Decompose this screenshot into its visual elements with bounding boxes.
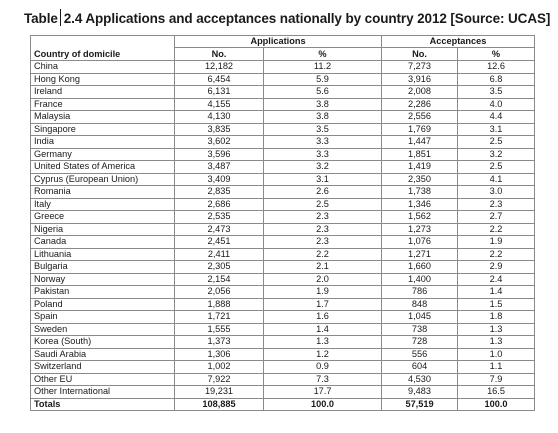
table-row xyxy=(31,361,535,374)
cell-applications-pct: 1.9 xyxy=(264,286,382,299)
cell-country: Greece xyxy=(31,211,175,224)
table-body xyxy=(31,61,535,399)
cell-acceptances-no: 848 xyxy=(382,298,458,311)
cell-applications-no: 19,231 xyxy=(175,386,264,399)
table-row xyxy=(31,348,535,361)
cell-applications-no: 7,922 xyxy=(175,373,264,386)
table-label: Table xyxy=(24,11,58,26)
cell-applications-pct: 3.8 xyxy=(264,98,382,111)
cell-country: China xyxy=(31,61,175,74)
column-header-acceptances-no: No. xyxy=(382,48,458,61)
cell-acceptances-pct: 2.4 xyxy=(458,273,535,286)
cell-applications-pct: 3.2 xyxy=(264,161,382,174)
cell-acceptances-pct: 6.8 xyxy=(458,73,535,86)
cell-acceptances-pct: 3.1 xyxy=(458,123,535,136)
cell-acceptances-pct: 2.2 xyxy=(458,223,535,236)
table-row xyxy=(31,311,535,324)
cell-acceptances-pct: 1.4 xyxy=(458,286,535,299)
cell-applications-pct: 1.6 xyxy=(264,311,382,324)
cell-acceptances-pct: 1.3 xyxy=(458,323,535,336)
cell-acceptances-no: 1,273 xyxy=(382,223,458,236)
table-row xyxy=(31,211,535,224)
cell-country: Korea (South) xyxy=(31,336,175,349)
cell-country: Saudi Arabia xyxy=(31,348,175,361)
cell-country: India xyxy=(31,136,175,149)
cell-acceptances-pct: 4.0 xyxy=(458,98,535,111)
cell-applications-pct: 11.2 xyxy=(264,61,382,74)
table-row xyxy=(31,148,535,161)
cell-applications-no: 1,306 xyxy=(175,348,264,361)
cell-country: Poland xyxy=(31,298,175,311)
cell-country: Other International xyxy=(31,386,175,399)
table-row xyxy=(31,111,535,124)
cell-acceptances-pct: 1.0 xyxy=(458,348,535,361)
cell-applications-no: 2,835 xyxy=(175,186,264,199)
cell-applications-pct: 3.5 xyxy=(264,123,382,136)
cell-acceptances-pct: 7.9 xyxy=(458,373,535,386)
totals-acceptances-pct: 100.0 xyxy=(458,398,535,411)
table-row xyxy=(31,248,535,261)
cell-acceptances-no: 1,346 xyxy=(382,198,458,211)
group-header-applications: Applications xyxy=(175,36,382,48)
table-row xyxy=(31,173,535,186)
column-header-applications-no: No. xyxy=(175,48,264,61)
cell-applications-no: 6,454 xyxy=(175,73,264,86)
cell-acceptances-pct: 1.8 xyxy=(458,311,535,324)
cell-applications-no: 3,409 xyxy=(175,173,264,186)
cell-country: Switzerland xyxy=(31,361,175,374)
cell-acceptances-pct: 4.4 xyxy=(458,111,535,124)
table-row xyxy=(31,61,535,74)
cell-acceptances-pct: 1.5 xyxy=(458,298,535,311)
group-header-acceptances: Acceptances xyxy=(382,36,535,48)
table-row xyxy=(31,73,535,86)
table-row xyxy=(31,98,535,111)
cell-applications-pct: 1.4 xyxy=(264,323,382,336)
totals-applications-no: 108,885 xyxy=(175,398,264,411)
column-header-acceptances-pct: % xyxy=(458,48,535,61)
cell-applications-pct: 1.2 xyxy=(264,348,382,361)
cell-applications-pct: 5.9 xyxy=(264,73,382,86)
table-row xyxy=(31,323,535,336)
cell-acceptances-pct: 3.0 xyxy=(458,186,535,199)
cell-applications-no: 3,487 xyxy=(175,161,264,174)
cell-applications-no: 4,130 xyxy=(175,111,264,124)
cell-country: Spain xyxy=(31,311,175,324)
cell-acceptances-no: 7,273 xyxy=(382,61,458,74)
totals-applications-pct: 100.0 xyxy=(264,398,382,411)
cell-applications-no: 2,154 xyxy=(175,273,264,286)
cell-acceptances-no: 1,738 xyxy=(382,186,458,199)
table-row xyxy=(31,298,535,311)
cell-applications-pct: 2.2 xyxy=(264,248,382,261)
table-row xyxy=(31,223,535,236)
cell-acceptances-pct: 12.6 xyxy=(458,61,535,74)
cell-acceptances-pct: 2.5 xyxy=(458,136,535,149)
cell-acceptances-no: 2,286 xyxy=(382,98,458,111)
cell-acceptances-no: 2,556 xyxy=(382,111,458,124)
cell-applications-no: 12,182 xyxy=(175,61,264,74)
table-row xyxy=(31,236,535,249)
table-caption: Applications and acceptances nationally by country 2012 [Source: UCAS] xyxy=(85,11,551,26)
cell-acceptances-no: 2,008 xyxy=(382,86,458,99)
cell-acceptances-pct: 16.5 xyxy=(458,386,535,399)
cell-country: Pakistan xyxy=(31,286,175,299)
cell-applications-pct: 1.7 xyxy=(264,298,382,311)
cell-applications-pct: 3.8 xyxy=(264,111,382,124)
table-row xyxy=(31,186,535,199)
cell-acceptances-no: 2,350 xyxy=(382,173,458,186)
cell-acceptances-no: 1,271 xyxy=(382,248,458,261)
cell-acceptances-no: 9,483 xyxy=(382,386,458,399)
cell-acceptances-pct: 2.9 xyxy=(458,261,535,274)
cell-acceptances-pct: 1.9 xyxy=(458,236,535,249)
cell-applications-no: 6,131 xyxy=(175,86,264,99)
applications-acceptances-table xyxy=(30,35,535,411)
cell-applications-pct: 3.3 xyxy=(264,148,382,161)
cell-applications-pct: 1.3 xyxy=(264,336,382,349)
table-title xyxy=(24,9,550,27)
cell-country: Hong Kong xyxy=(31,73,175,86)
cell-country: Singapore xyxy=(31,123,175,136)
cell-acceptances-no: 1,447 xyxy=(382,136,458,149)
cell-applications-no: 1,373 xyxy=(175,336,264,349)
table-row xyxy=(31,336,535,349)
cell-acceptances-no: 1,769 xyxy=(382,123,458,136)
cell-applications-no: 2,686 xyxy=(175,198,264,211)
cell-acceptances-no: 556 xyxy=(382,348,458,361)
table-row xyxy=(31,373,535,386)
cell-acceptances-no: 3,916 xyxy=(382,73,458,86)
cell-country: Nigeria xyxy=(31,223,175,236)
cell-acceptances-pct: 3.2 xyxy=(458,148,535,161)
cell-country: Canada xyxy=(31,236,175,249)
cell-acceptances-pct: 4.1 xyxy=(458,173,535,186)
table-row xyxy=(31,261,535,274)
cell-country: Other EU xyxy=(31,373,175,386)
cell-acceptances-no: 1,400 xyxy=(382,273,458,286)
cell-acceptances-pct: 2.3 xyxy=(458,198,535,211)
cell-applications-no: 1,888 xyxy=(175,298,264,311)
cell-applications-no: 4,155 xyxy=(175,98,264,111)
cell-country: Lithuania xyxy=(31,248,175,261)
table-row xyxy=(31,386,535,399)
cell-applications-no: 3,602 xyxy=(175,136,264,149)
cell-applications-pct: 2.0 xyxy=(264,273,382,286)
cell-applications-pct: 2.1 xyxy=(264,261,382,274)
table-row xyxy=(31,198,535,211)
totals-label: Totals xyxy=(31,398,175,411)
cell-applications-pct: 2.6 xyxy=(264,186,382,199)
cell-applications-no: 2,473 xyxy=(175,223,264,236)
cell-country: Italy xyxy=(31,198,175,211)
cell-applications-pct: 3.1 xyxy=(264,173,382,186)
table-row xyxy=(31,161,535,174)
cell-applications-pct: 2.3 xyxy=(264,223,382,236)
cell-applications-no: 1,002 xyxy=(175,361,264,374)
cell-acceptances-no: 1,076 xyxy=(382,236,458,249)
cell-country: United States of America xyxy=(31,161,175,174)
cell-applications-no: 1,555 xyxy=(175,323,264,336)
cell-acceptances-no: 786 xyxy=(382,286,458,299)
table-row xyxy=(31,86,535,99)
column-header-country: Country of domicile xyxy=(31,48,175,61)
table-row xyxy=(31,123,535,136)
cell-acceptances-no: 4,530 xyxy=(382,373,458,386)
cell-acceptances-no: 604 xyxy=(382,361,458,374)
totals-row xyxy=(31,398,535,411)
cell-applications-pct: 3.3 xyxy=(264,136,382,149)
cell-country: France xyxy=(31,98,175,111)
group-header-row xyxy=(31,36,535,48)
cell-country: Romania xyxy=(31,186,175,199)
cell-country: Malaysia xyxy=(31,111,175,124)
cell-acceptances-pct: 2.5 xyxy=(458,161,535,174)
cell-acceptances-no: 738 xyxy=(382,323,458,336)
cell-applications-no: 2,305 xyxy=(175,261,264,274)
cell-country: Norway xyxy=(31,273,175,286)
cell-applications-no: 1,721 xyxy=(175,311,264,324)
table-row xyxy=(31,286,535,299)
cell-applications-no: 3,596 xyxy=(175,148,264,161)
table-row xyxy=(31,273,535,286)
cell-applications-pct: 17.7 xyxy=(264,386,382,399)
cell-acceptances-no: 728 xyxy=(382,336,458,349)
cell-acceptances-pct: 3.5 xyxy=(458,86,535,99)
column-header-row xyxy=(31,48,535,61)
column-header-applications-pct: % xyxy=(264,48,382,61)
cell-acceptances-no: 1,851 xyxy=(382,148,458,161)
cell-applications-no: 3,835 xyxy=(175,123,264,136)
cell-applications-no: 2,535 xyxy=(175,211,264,224)
cell-acceptances-no: 1,660 xyxy=(382,261,458,274)
title-divider xyxy=(60,9,61,26)
cell-applications-pct: 7.3 xyxy=(264,373,382,386)
cell-country: Cyprus (European Union) xyxy=(31,173,175,186)
group-header-blank xyxy=(31,36,175,48)
totals-acceptances-no: 57,519 xyxy=(382,398,458,411)
cell-acceptances-no: 1,419 xyxy=(382,161,458,174)
cell-country: Sweden xyxy=(31,323,175,336)
cell-applications-no: 2,411 xyxy=(175,248,264,261)
cell-applications-pct: 2.3 xyxy=(264,236,382,249)
cell-applications-pct: 5.6 xyxy=(264,86,382,99)
cell-acceptances-pct: 1.3 xyxy=(458,336,535,349)
cell-country: Ireland xyxy=(31,86,175,99)
cell-applications-pct: 2.5 xyxy=(264,198,382,211)
cell-acceptances-pct: 2.7 xyxy=(458,211,535,224)
table-number: 2.4 xyxy=(63,11,83,26)
cell-applications-no: 2,451 xyxy=(175,236,264,249)
cell-applications-no: 2,056 xyxy=(175,286,264,299)
table-row xyxy=(31,136,535,149)
cell-applications-pct: 2.3 xyxy=(264,211,382,224)
cell-acceptances-pct: 1.1 xyxy=(458,361,535,374)
cell-country: Bulgaria xyxy=(31,261,175,274)
cell-acceptances-pct: 2.2 xyxy=(458,248,535,261)
cell-acceptances-no: 1,045 xyxy=(382,311,458,324)
cell-country: Germany xyxy=(31,148,175,161)
cell-acceptances-no: 1,562 xyxy=(382,211,458,224)
cell-applications-pct: 0.9 xyxy=(264,361,382,374)
